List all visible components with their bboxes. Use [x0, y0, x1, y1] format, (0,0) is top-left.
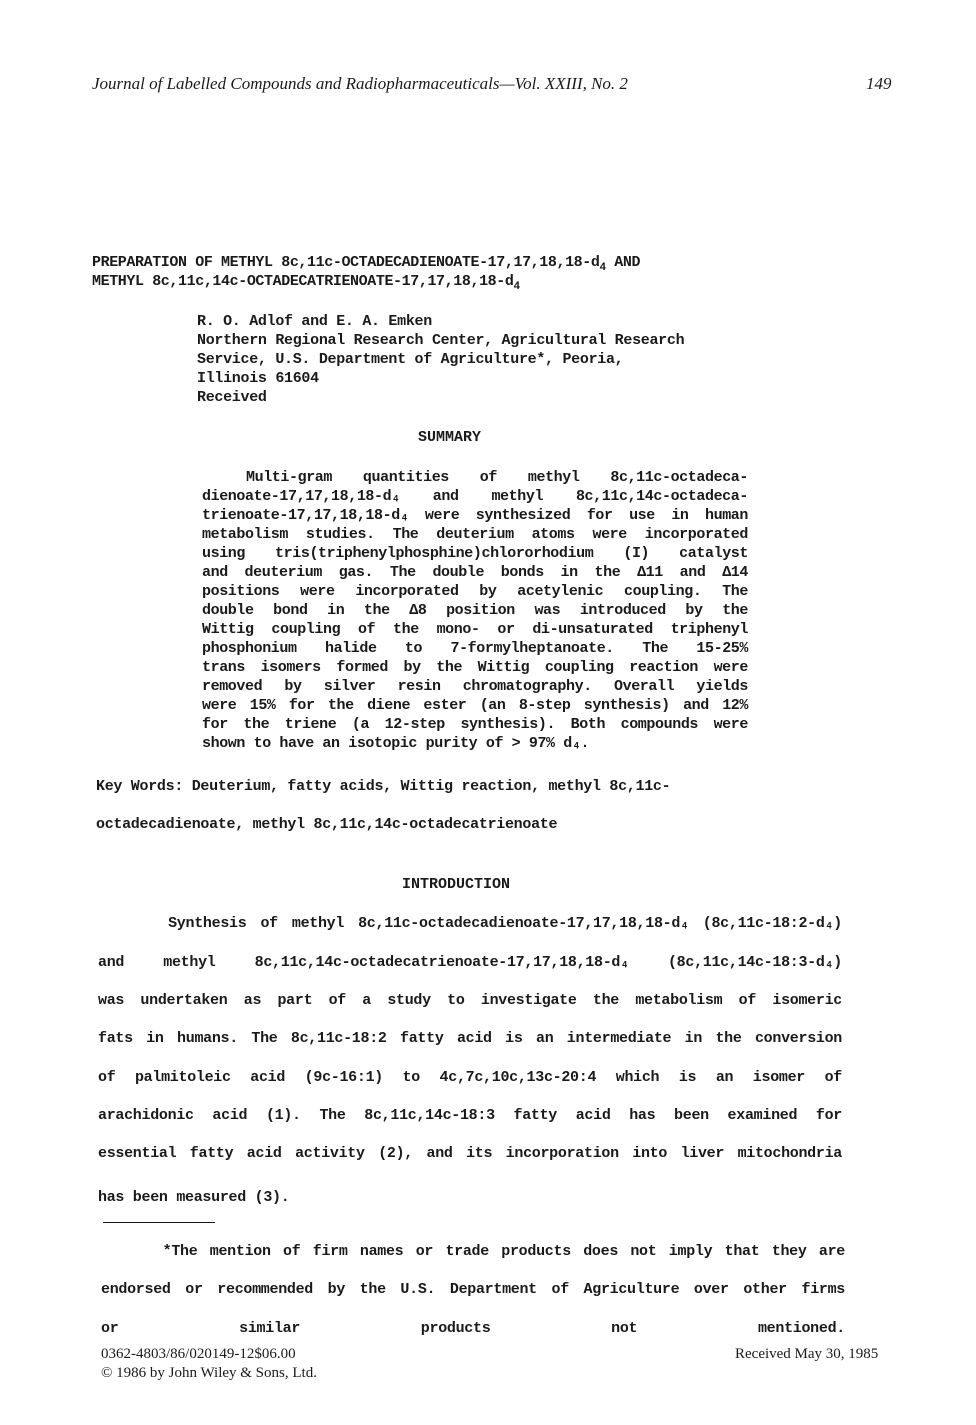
intro-line: Synthesis of methyl 8c,11c-octadecadienoate-17,17,18,18-d₄ (8c,11c-18:2-d₄)	[98, 915, 842, 932]
introduction-heading: INTRODUCTION	[402, 876, 511, 893]
issn-price: 0362-4803/86/020149-12$06.00	[101, 1346, 296, 1362]
intro-line: fats in humans. The 8c,11c-18:2 fatty acid is an intermediate in the conversion	[98, 1030, 842, 1047]
abstract-line: Wittig coupling of the mono- or di-unsaturated triphenyl	[202, 621, 748, 638]
summary-abstract	[202, 469, 748, 759]
affiliation-line: Service, U.S. Department of Agriculture*, Peoria,	[197, 351, 624, 368]
footnote-line: or similar products not mentioned.	[101, 1320, 845, 1337]
intro-line: arachidonic acid (1). The 8c,11c,14c-18:3 fatty acid has been examined for	[98, 1107, 842, 1124]
intro-line: and methyl 8c,11c,14c-octadecatrienoate-17,17,18,18-d₄ (8c,11c,14c-18:3-d₄)	[98, 954, 842, 971]
paper-title-line-1: PREPARATION OF METHYL $8c,11c-OCTADECADIENOATE-17,17,18,18-d_4$ AND	[92, 254, 641, 274]
affiliation-line: Illinois 61604	[197, 370, 319, 387]
abstract-line: trans isomers formed by the Wittig coupling reaction were	[202, 659, 748, 676]
abstract-line: Multi-gram quantities of methyl 8c,11c-octadeca-	[246, 469, 748, 486]
intro-line: essential fatty acid activity (2), and its incorporation into liver mitochondria	[98, 1145, 842, 1162]
abstract-line: for the triene (a 12-step synthesis). Both compounds were	[202, 716, 748, 733]
abstract-line: and deuterium gas. The double bonds in the Δ11 and Δ14	[202, 564, 748, 581]
abstract-line: shown to have an isotopic purity of > 97% d₄.	[202, 735, 590, 752]
abstract-line: phosphonium halide to 7-formylheptanoate. The 15-25%	[202, 640, 748, 657]
abstract-line: dienoate-17,17,18,18-d₄ and methyl 8c,11c,14c-octadeca-	[202, 488, 748, 505]
journal-header: Journal of Labelled Compounds and Radiopharmaceuticals—Vol. XXIII, No. 2	[92, 74, 628, 93]
keywords-line-1: Key Words: Deuterium, fatty acids, Wittig reaction, methyl 8c,11c-	[96, 778, 671, 795]
affiliation-line: Northern Regional Research Center, Agricultural Research	[197, 332, 685, 349]
paper-title-line-2: METHYL $8c,11c,14c-OCTADECATRIENOATE-17,17,18,18-d_4$	[92, 273, 520, 293]
abstract-line: using tris(triphenylphosphine)chlororhodium (I) catalyst	[202, 545, 748, 562]
intro-line: was undertaken as part of a study to investigate the metabolism of isomeric	[98, 992, 842, 1009]
intro-line: of palmitoleic acid (9c-16:1) to 4c,7c,10c,13c-20:4 which is an isomer of	[98, 1069, 842, 1086]
keywords-line-2: octadecadienoate, methyl 8c,11c,14c-octadecatrienoate	[96, 816, 558, 833]
summary-heading: SUMMARY	[418, 429, 482, 446]
abstract-line: metabolism studies. The deuterium atoms were incorporated	[202, 526, 748, 543]
intro-line: has been measured (3).	[98, 1189, 290, 1206]
page-number: 149	[866, 74, 892, 93]
abstract-line: were 15% for the diene ester (an 8-step synthesis) and 12%	[202, 697, 748, 714]
footnote-divider	[103, 1222, 215, 1223]
received-date: Received May 30, 1985	[735, 1346, 879, 1362]
abstract-line: trienoate-17,17,18,18-d₄ were synthesized for use in human	[202, 507, 748, 524]
abstract-line: double bond in the Δ8 position was introduced by the	[202, 602, 748, 619]
footnote-line: endorsed or recommended by the U.S. Department of Agriculture over other firms	[101, 1281, 845, 1298]
copyright-notice: © 1986 by John Wiley & Sons, Ltd.	[101, 1365, 317, 1381]
received-label: Received	[197, 389, 267, 406]
abstract-line: positions were incorporated by acetylenic coupling. The	[202, 583, 748, 600]
footnote-line: *The mention of firm names or trade products does not imply that they are	[101, 1243, 845, 1260]
author-names: R. O. Adlof and E. A. Emken	[197, 313, 432, 330]
abstract-line: removed by silver resin chromatography. Overall yields	[202, 678, 748, 695]
